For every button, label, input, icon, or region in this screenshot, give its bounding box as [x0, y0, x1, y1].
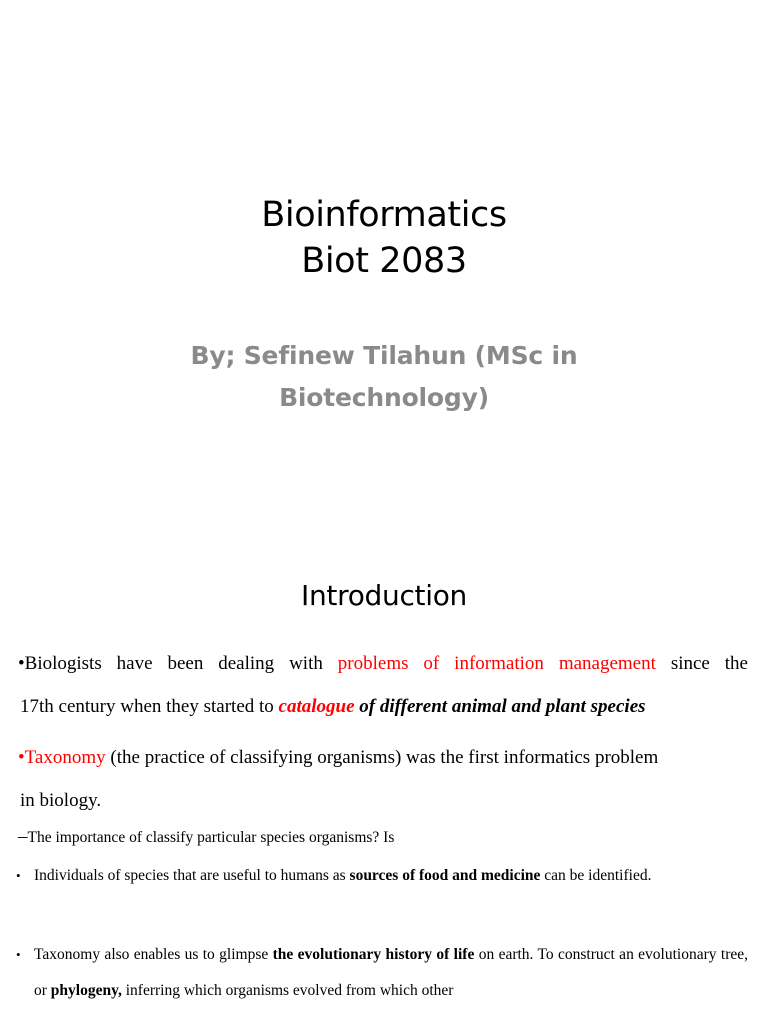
- text-segment: on earth. To construct an evolutionary tree, or: [34, 946, 748, 999]
- subtitle-line-2: Biotechnology): [279, 383, 489, 412]
- dash: –: [18, 826, 28, 847]
- emphasized-text: sources of food and medicine: [349, 867, 541, 884]
- text-segment: can be identified.: [540, 867, 652, 884]
- bullet-food-medicine: [16, 858, 748, 894]
- emphasized-text: phylogeny,: [50, 982, 122, 999]
- bullet-evolutionary-history: [16, 937, 748, 1009]
- emphasized-text: of different animal and plant species: [354, 696, 646, 717]
- text-segment: 17th century when they started to: [20, 696, 279, 717]
- slide-title: [0, 192, 768, 284]
- paragraph-line: [18, 747, 658, 768]
- paragraph-line: [18, 642, 748, 685]
- slide-heading: Introduction: [301, 579, 467, 612]
- highlighted-text: catalogue: [278, 696, 355, 717]
- text-segment: The importance of classify particular species organisms? Is: [27, 829, 395, 846]
- text-segment: Individuals of species that are useful to humans as: [34, 867, 350, 884]
- paragraph-taxonomy: [18, 736, 748, 822]
- text-segment: since the: [655, 653, 748, 674]
- bullet: •: [18, 653, 25, 674]
- title-line-2: Biot 2083: [301, 241, 467, 281]
- bullet: •: [16, 947, 21, 962]
- paragraph-information-management: [18, 642, 748, 728]
- highlighted-text: •Taxonomy: [18, 747, 106, 768]
- highlighted-text: problems of information management: [337, 653, 656, 674]
- slide-subtitle: [0, 335, 768, 419]
- sub-point-importance: [18, 826, 748, 849]
- subtitle-line-1: By; Sefinew Tilahun (MSc in: [190, 341, 578, 370]
- text-segment: (the practice of classifying organisms) was the first informatics problem: [105, 747, 659, 768]
- introduction-slide: [0, 540, 768, 1024]
- text-segment: Biologists have been dealing with: [24, 653, 338, 674]
- title-line-1: Bioinformatics: [261, 195, 507, 235]
- paragraph-line: in biology.: [20, 790, 102, 811]
- text-segment: inferring which organisms evolved from which other: [121, 982, 454, 999]
- paragraph-line: [18, 685, 748, 728]
- bullet: •: [16, 868, 21, 883]
- text-segment: Taxonomy also enables us to glimpse: [34, 946, 273, 963]
- emphasized-text: the evolutionary history of life: [272, 946, 475, 963]
